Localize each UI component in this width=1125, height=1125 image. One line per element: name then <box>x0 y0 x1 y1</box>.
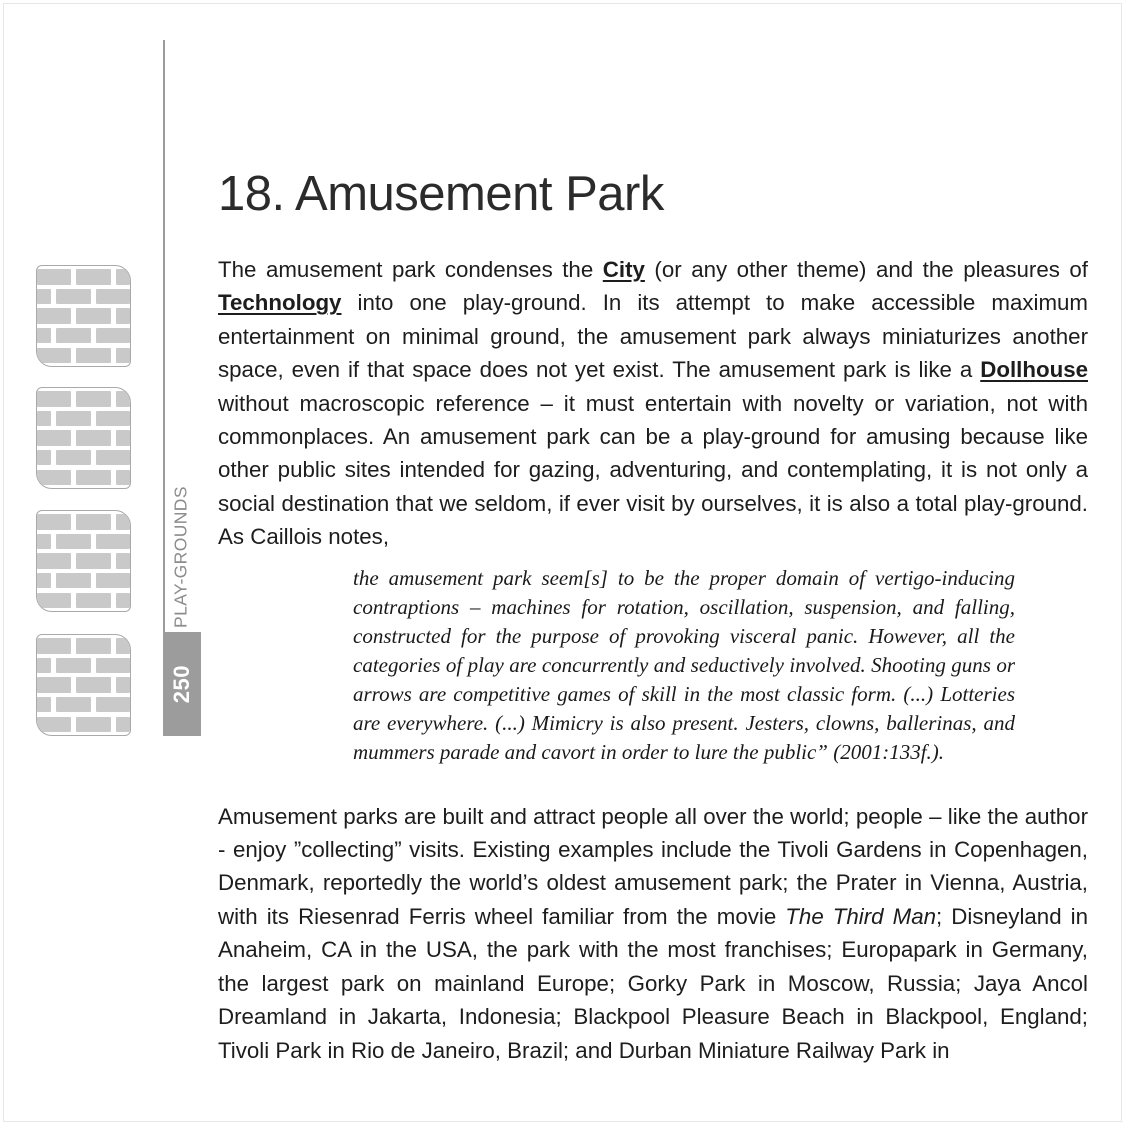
brick-row <box>37 411 130 427</box>
brick <box>37 328 51 344</box>
brick <box>37 391 71 407</box>
brick <box>76 308 110 324</box>
brick <box>37 638 71 654</box>
brick <box>96 573 130 589</box>
brick <box>37 677 71 693</box>
brick <box>56 328 90 344</box>
brick-row <box>37 573 130 589</box>
brick-row <box>37 450 130 466</box>
sidebar-vertical-rule <box>163 40 165 632</box>
brick <box>76 717 110 733</box>
brick <box>37 269 71 285</box>
brick <box>37 573 51 589</box>
emphasized-text: Technology <box>218 290 342 316</box>
body-text: (or any other theme) and the pleasures of <box>644 257 1088 282</box>
brick <box>76 269 110 285</box>
brick <box>37 658 51 674</box>
brick <box>37 430 71 446</box>
brick <box>116 593 130 609</box>
brick <box>96 658 130 674</box>
brick <box>37 470 71 486</box>
brick <box>116 391 130 407</box>
brick-row <box>37 658 130 674</box>
brick <box>96 289 130 305</box>
body-text: without macroscopic reference – it must entertain with novelty or variation, not with commonplaces. An amusement park can be a play-ground for amusing because like other public sites intended for gazing, adventuring, and contemplating, it is not only a social destination that we seldom, if ever visit by ourselves, it is also a total play-ground. As Caillois notes, <box>218 390 1088 550</box>
brick <box>37 289 51 305</box>
chapter-title: 18. Amusement Park <box>218 167 664 221</box>
brick <box>37 514 71 530</box>
brick <box>116 348 130 364</box>
page-number-badge <box>163 632 201 736</box>
brick-row <box>37 308 130 324</box>
brick <box>96 697 130 713</box>
brick-wall-icon <box>36 634 131 736</box>
brick <box>56 534 90 550</box>
brick <box>96 450 130 466</box>
brick <box>96 534 130 550</box>
brick-row <box>37 534 130 550</box>
brick-row <box>37 289 130 305</box>
brick <box>37 411 51 427</box>
brick <box>37 308 71 324</box>
brick <box>116 430 130 446</box>
brick <box>56 450 90 466</box>
brick-wall-icon <box>36 387 131 489</box>
brick <box>37 534 51 550</box>
brick <box>116 638 130 654</box>
brick <box>116 677 130 693</box>
brick-row <box>37 697 130 713</box>
brick <box>76 553 110 569</box>
brick <box>116 553 130 569</box>
body-text: ; Disneyland in Anaheim, CA in the USA, the park with the most franchises; Europapark in Germany, the largest park on mainland Europe; Gorky Park in Moscow, Russia; Jaya Ancol Dreamland in Jakarta, Indonesia; Blackpool Pleasure Beach in Blackpool, England; Tivoli Park in Rio de Janeiro, Brazil; and Durban Miniature Railway Park in <box>218 903 1089 1063</box>
brick <box>37 717 71 733</box>
brick <box>76 593 110 609</box>
brick-row <box>37 269 130 285</box>
brick <box>116 269 130 285</box>
brick-row <box>37 328 130 344</box>
page-number: 250 <box>169 664 194 704</box>
emphasized-text: Dollhouse <box>980 357 1088 383</box>
brick-wall-icon <box>36 265 131 367</box>
brick <box>37 593 71 609</box>
brick <box>116 514 130 530</box>
section-label-vertical: PLAY-GROUNDS <box>170 486 191 628</box>
brick <box>76 514 110 530</box>
brick <box>56 697 90 713</box>
emphasized-text: The Third Man <box>785 903 937 929</box>
brick <box>96 411 130 427</box>
brick <box>96 328 130 344</box>
body-text: The amusement park condenses the <box>218 257 603 282</box>
brick-wall-icon <box>36 510 131 612</box>
brick <box>56 573 90 589</box>
brick-row <box>37 391 130 407</box>
body-text: Amusement parks are built and attract people all over the world; people – like the author - enjoy ”collecting” visits. Existing examples include the Tivoli Gardens in Copenhagen, Denmark, reportedly the world’s oldest amusement park; the Prater in Vienna, Austria, with its Riesenrad Ferris wheel familiar from the movie <box>218 803 1088 929</box>
brick-row <box>37 593 130 609</box>
brick-row <box>37 348 130 364</box>
page-content <box>218 0 1088 1067</box>
brick-row <box>37 514 130 530</box>
brick <box>56 411 90 427</box>
paragraph-intro <box>218 253 1088 554</box>
emphasized-text: City <box>602 257 645 282</box>
brick-row <box>37 553 130 569</box>
caillois-blockquote: the amusement park seem[s] to be the proper domain of vertigo-inducing contraptions – machines for rotation, oscillation, suspension, and falling, constructed for the purpose of provoking visceral panic. However, all the categories of play are concurrently and seductively involved. Shooting guns or arrows are competitive games of skill in the most classic form. (...) Lotteries are everywhere. (...) Mimicry is also present. Jesters, clowns, ballerinas, and mummers parade and cavort in order to lure the public” (2001:133f.). <box>353 565 1015 764</box>
brick <box>76 430 110 446</box>
brick-row <box>37 677 130 693</box>
brick <box>76 677 110 693</box>
brick <box>116 717 130 733</box>
brick <box>37 553 71 569</box>
brick <box>76 470 110 486</box>
brick <box>76 638 110 654</box>
paragraph-examples <box>218 800 1088 1067</box>
brick <box>116 308 130 324</box>
body-text: into one play-ground. In its attempt to make accessible maximum entertainment on minimal ground, the amusement park always miniaturizes another space, even if that space does not yet exist. The amusement park is like a <box>218 290 1088 383</box>
brick <box>116 470 130 486</box>
sidebar-icon-stack <box>36 265 132 756</box>
brick-row <box>37 717 130 733</box>
brick <box>76 391 110 407</box>
brick <box>37 348 71 364</box>
brick-row <box>37 430 130 446</box>
brick-row <box>37 638 130 654</box>
brick <box>37 697 51 713</box>
brick <box>76 348 110 364</box>
brick-row <box>37 470 130 486</box>
brick <box>56 658 90 674</box>
brick <box>56 289 90 305</box>
brick <box>37 450 51 466</box>
